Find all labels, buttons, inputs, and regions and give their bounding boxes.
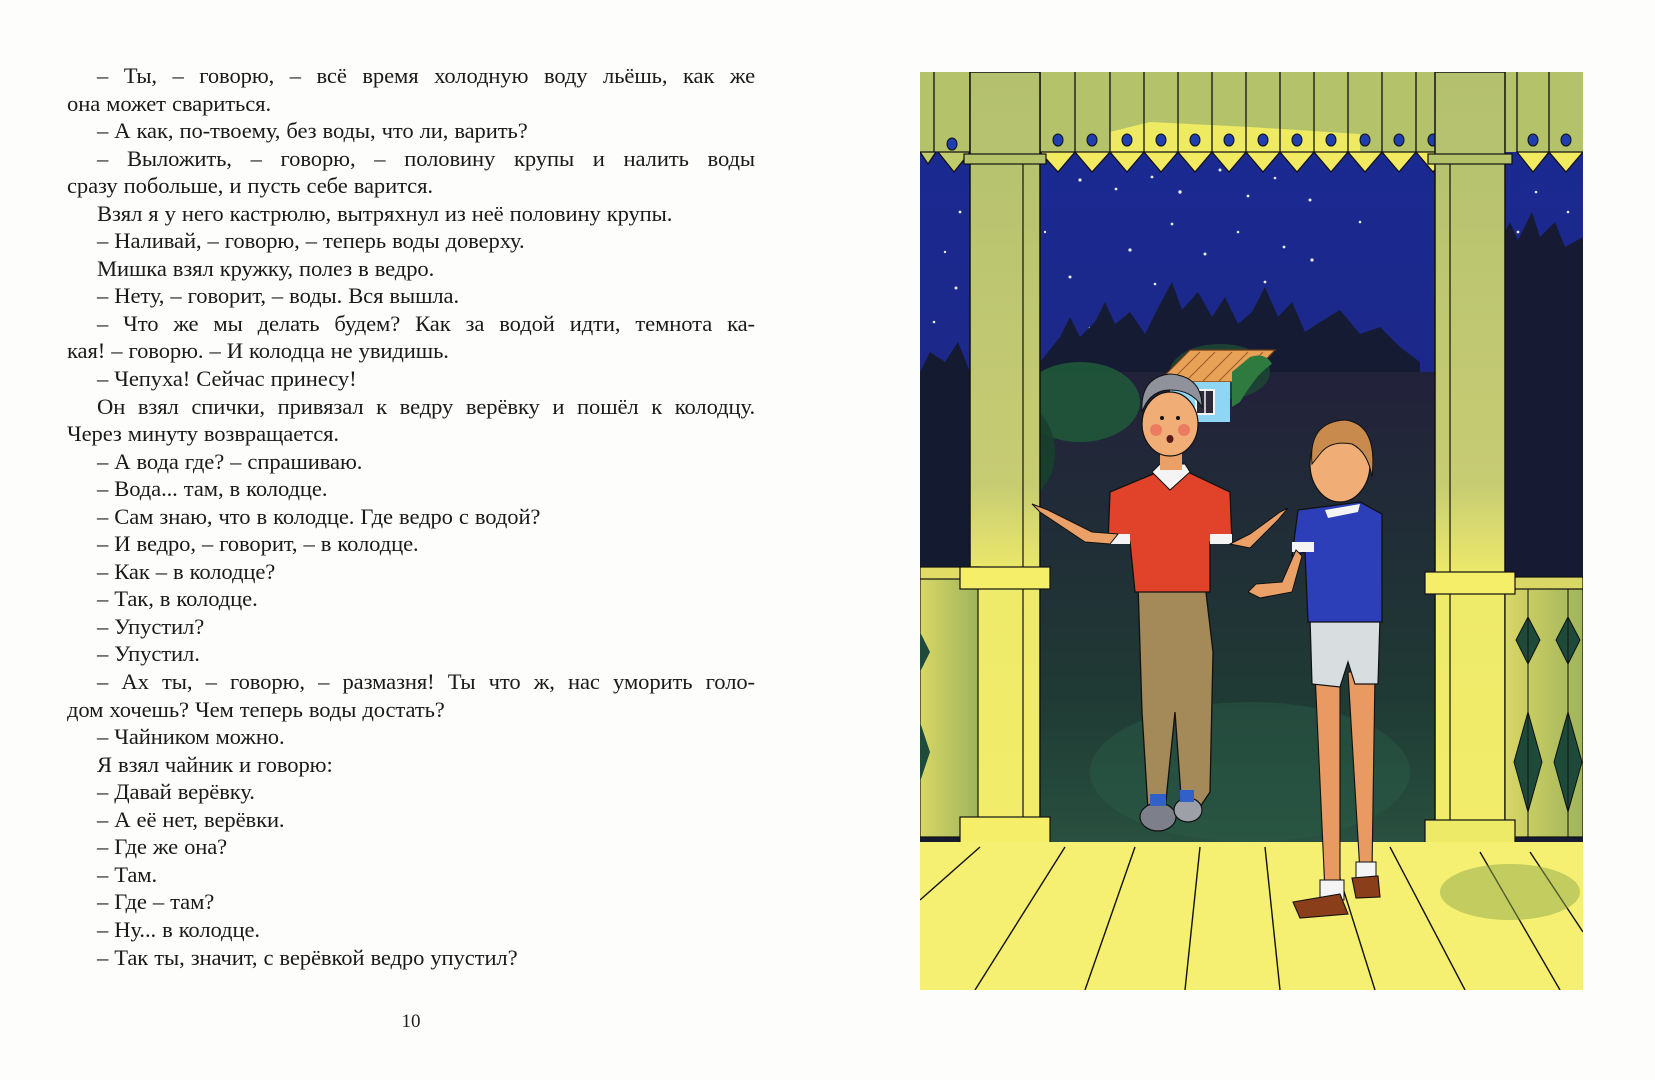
porch-floor (920, 842, 1583, 990)
left-pillar-base (960, 567, 1050, 589)
text-line: – А как, по-твоему, без воды, что ли, варить? (97, 118, 528, 144)
text-line: Взял я у него кастрюлю, вытряхнул из неё половину крупы. (97, 200, 673, 226)
text-line: – Нету, – говорит, – воды. Вся вышла. (97, 283, 460, 309)
text-line: дом хочешь? Чем теперь воды достать? (67, 696, 445, 722)
text-line: сразу побольше, и пусть себе варится. (67, 173, 433, 199)
left-railing (920, 567, 980, 837)
text-line: – Чайником можно. (97, 724, 285, 750)
text-line: Через минуту возвращается. (67, 421, 339, 447)
text-line: – И ведро, – говорит, – в колодце. (97, 531, 419, 557)
right-railing (1505, 577, 1583, 837)
text-line: – Чепуха! Сейчас принесу! (97, 366, 357, 392)
text-line: – Упустил. (97, 641, 200, 667)
text-line: – Вода... там, в колодце. (97, 476, 328, 502)
text-line: – Ты, – говорю, – всё время холодную воду льёшь, как же (97, 63, 755, 88)
text-line: она может свариться. (67, 90, 272, 116)
text-line: – А вода где? – спрашиваю. (97, 448, 363, 474)
text-line: – Ах ты, – говорю, – размазня! Ты что ж, нас уморить голо- (97, 669, 755, 695)
text-line: – Где – там? (97, 889, 215, 915)
text-line: – Что же мы делать будем? Как за водой идти, темнота ка- (97, 310, 755, 336)
page-number: 10 (401, 1011, 421, 1032)
text-line: – Там. (97, 861, 158, 887)
text-page (67, 62, 755, 971)
text-line: – Сам знаю, что в колодце. Где ведро с водой? (97, 503, 541, 529)
illustration (920, 72, 1583, 990)
text-line: Я взял чайник и говорю: (97, 751, 333, 777)
text-line: – Выложить, – говорю, – половину крупы и налить воды (97, 145, 755, 171)
text-line: – Давай верёвку. (97, 779, 255, 805)
text-line: Мишка взял кружку, полез в ведро. (97, 255, 435, 281)
text-line: – Ну... в колодце. (97, 916, 260, 942)
text-line: – Так ты, значит, с верёвкой ведро упустил? (97, 944, 518, 970)
text-line: – Как – в колодце? (97, 558, 276, 584)
text-line: – А её нет, верёвки. (97, 806, 285, 832)
text-line: – Наливай, – говорю, – теперь воды доверху. (97, 228, 525, 254)
right-pillar-base (1425, 572, 1515, 594)
text-line: – Где же она? (97, 834, 228, 860)
text-line: – Упустил? (97, 613, 205, 639)
text-line: Он взял спички, привязал к ведру верёвку и пошёл к колодцу. (97, 393, 755, 419)
text-line: кая! – говорю. – И колодца не увидишь. (67, 338, 449, 364)
text-line: – Так, в колодце. (97, 586, 258, 612)
